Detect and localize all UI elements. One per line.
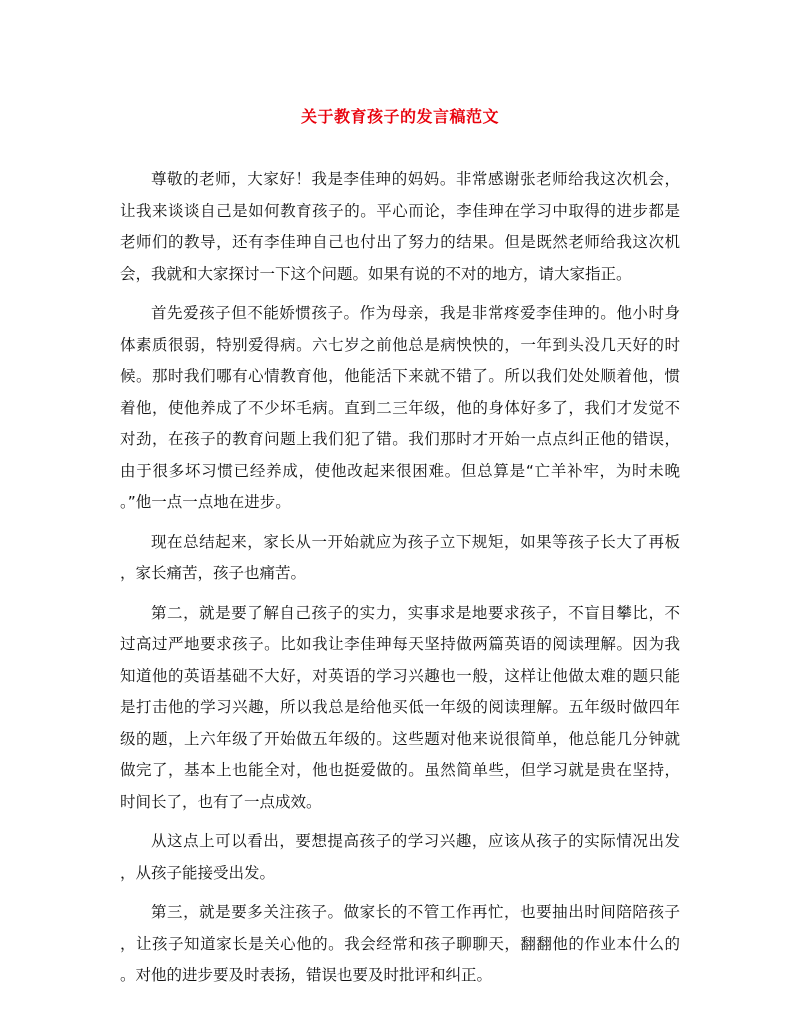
paragraph-line: 从这点上可以看出，要想提高孩子的学习兴趣，应该从孩子的实际情况出发 <box>151 832 680 850</box>
paragraph-line: 会，我就和大家探讨一下这个问题。如果有说的不对的地方，请大家指正。 <box>120 264 632 283</box>
paragraph-line: 做完了，基本上也能全对，他也挺爱做的。虽然简单些，但学习就是贵在坚持， <box>120 761 680 779</box>
paragraph <box>120 897 680 992</box>
paragraph-line: ，家长痛苦，孩子也痛苦。 <box>120 564 307 582</box>
paragraph-line: ，让孩子知道家长是关心他的。我会经常和孩子聊聊天，翻翻他的作业本什么的 <box>120 934 680 953</box>
paragraph-line: 首先爱孩子但不能娇惯孩子。作为母亲，我是非常疼爱李佳珅的。他小时身 <box>151 304 680 322</box>
paragraph <box>120 826 680 889</box>
paragraph <box>120 164 680 290</box>
paragraph-line: 级的题，上六年级了开始做五年级的。这些题对他来说很简单，他总能几分钟就 <box>120 729 680 748</box>
paragraph-line: 对劲，在孩子的教育问题上我们犯了错。我们那时才开始一点点纠正他的错误， <box>120 430 680 448</box>
paragraph-line: 尊敬的老师，大家好！我是李佳珅的妈妈。非常感谢张老师给我这次机会， <box>151 170 680 188</box>
paragraph-line: 知道他的英语基础不大好，对英语的学习兴趣也一般，这样让他做太难的题只能 <box>120 666 680 685</box>
paragraph-line: 着他，使他养成了不少坏毛病。直到二三年级，他的身体好多了，我们才发觉不 <box>120 398 680 417</box>
paragraph-line: 时间长了，也有了一点成效。 <box>120 792 322 811</box>
paragraph <box>120 598 680 819</box>
paragraph-line: 是打击他的学习兴趣，所以我总是给他买低一年级的阅读理解。五年级时做四年 <box>120 698 680 716</box>
paragraph-line: 体素质很弱，特别爱得病。六七岁之前他总是病怏怏的，一年到头没几天好的时 <box>120 335 680 354</box>
paragraph-line: 候。那时我们哪有心情教育他，他能活下来就不错了。所以我们处处顺着他，惯 <box>120 367 680 385</box>
paragraph-line: 现在总结起来，家长从一开始就应为孩子立下规矩，如果等孩子长大了再板 <box>151 532 680 551</box>
paragraph <box>120 527 680 590</box>
paragraph-line: 让我来谈谈自己是如何教育孩子的。平心而论，李佳珅在学习中取得的进步都是 <box>120 201 680 220</box>
paragraph-line: 第二，就是要了解自己孩子的实力，实事求是地要求孩子，不盲目攀比，不 <box>151 603 680 622</box>
paragraph-line: 由于很多坏习惯已经养成，使他改起来很困难。但总算是“亡羊补牢，为时未晚 <box>120 461 680 480</box>
paragraph-line: 老师们的教导，还有李佳珅自己也付出了努力的结果。但是既然老师给我这次机 <box>120 233 680 251</box>
document-body <box>120 164 680 1000</box>
paragraph-line: 。对他的进步要及时表扬，错误也要及时批评和纠正。 <box>120 966 493 984</box>
paragraph-line: ，从孩子能接受出发。 <box>120 863 276 882</box>
document-title: 关于教育孩子的发言稿范文 <box>300 107 499 126</box>
paragraph-line: 。”他一点一点地在进步。 <box>120 493 291 511</box>
paragraph-line: 第三，就是要多关注孩子。做家长的不管工作再忙，也要抽出时间陪陪孩子 <box>151 903 680 921</box>
paragraph <box>120 298 680 519</box>
paragraph-line: 过高过严地要求孩子。比如我让李佳珅每天坚持做两篇英语的阅读理解。因为我 <box>120 635 680 653</box>
